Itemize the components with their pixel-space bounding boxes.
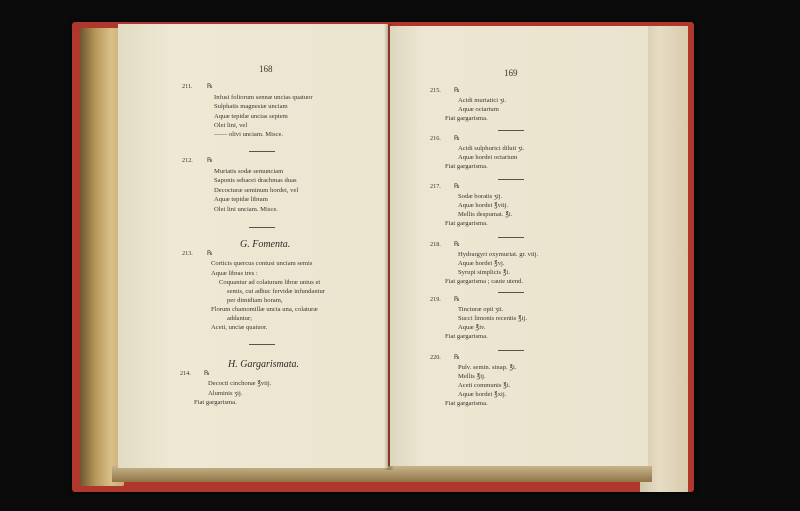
- recipe-line: —— olivi unciam. Misce.: [214, 131, 284, 138]
- recipe-line: Succi limonis recentis ℥ij.: [458, 315, 528, 322]
- separator-rule: [498, 179, 524, 180]
- recipe-line: addantur;: [227, 315, 252, 322]
- recipe-line: Mellis ℥ij.: [458, 373, 486, 380]
- recipe-line: Aquæ libras tres :: [211, 270, 258, 277]
- recipe-symbol: ℞: [207, 250, 213, 257]
- recipe-line: Fiat gargarisma.: [445, 333, 488, 340]
- recipe-line: Aquæ octarium: [458, 106, 499, 113]
- left-page: [118, 24, 388, 468]
- recipe-line: Decocti cinchonæ ℥viij.: [208, 380, 272, 387]
- recipe-number: 215.: [430, 87, 441, 94]
- recipe-line: Saponis sebacei drachmas duas: [214, 177, 297, 184]
- recipe-symbol: ℞: [207, 83, 213, 90]
- recipe-number: 212.: [182, 157, 193, 164]
- recipe-symbol: ℞: [454, 241, 460, 248]
- recipe-line: Aluminis ʒij.: [208, 390, 243, 397]
- recipe-number: 211.: [182, 83, 193, 90]
- recipe-line: Fiat gargarisma.: [194, 399, 237, 406]
- recipe-line: Sodæ boratis ʒij.: [458, 193, 503, 200]
- recipe-line: per dimidiam horam,: [227, 297, 283, 304]
- recipe-line: Florum chamomillæ uncia una, colaturæ: [211, 306, 318, 313]
- recipe-symbol: ℞: [454, 87, 460, 94]
- recipe-line: Infusi foliorum sennæ uncias quatuor: [214, 94, 313, 101]
- recipe-line: Fiat gargarisma.: [445, 400, 488, 407]
- section-heading: H. Gargarismata.: [228, 359, 300, 370]
- recipe-line: Aquæ ℥iv.: [458, 324, 486, 331]
- recipe-line: Aquæ hordei ℥xij.: [458, 391, 507, 398]
- recipe-line: Fiat gargarisma ; caute utend.: [445, 278, 524, 285]
- recipe-line: Muriatis sodæ semunciam: [214, 168, 284, 175]
- recipe-line: Mellis despumat. ℥i.: [458, 211, 513, 218]
- recipe-line: Corticis quercus contusi unciam semis: [211, 260, 313, 267]
- recipe-symbol: ℞: [454, 183, 460, 190]
- recipe-line: Olei lini, vel: [214, 122, 248, 129]
- separator-rule: [249, 227, 275, 228]
- recipe-symbol: ℞: [204, 370, 210, 377]
- recipe-line: Fiat gargarisma.: [445, 163, 488, 170]
- recipe-number: 217.: [430, 183, 441, 190]
- recipe-symbol: ℞: [454, 354, 460, 361]
- recipe-line: Hydrargyri oxymuriat. gr. viij.: [458, 251, 539, 258]
- recipe-symbol: ℞: [454, 296, 460, 303]
- recipe-symbol: ℞: [454, 135, 460, 142]
- recipe-line: Acidi muriatici ʒi.: [458, 97, 507, 104]
- recipe-line: Aquæ hordei ℥vj.: [458, 260, 505, 267]
- page-block-bottom-edge: [112, 466, 652, 482]
- page-number: 168: [259, 64, 273, 74]
- separator-rule: [249, 344, 275, 345]
- separator-rule: [498, 237, 524, 238]
- separator-rule: [249, 151, 275, 152]
- recipe-line: Acidi sulphurici diluti ʒi.: [458, 145, 525, 152]
- recipe-number: 213.: [182, 250, 193, 257]
- recipe-symbol: ℞: [207, 157, 213, 164]
- recipe-line: Aquæ hordei octarium: [458, 154, 518, 161]
- recipe-line: Fiat gargarisma.: [445, 220, 488, 227]
- recipe-line: semis, cui adhuc fervidæ infundantur: [227, 288, 325, 295]
- separator-rule: [498, 292, 524, 293]
- recipe-line: Coquantur ad colaturam libræ unius et: [219, 279, 321, 286]
- recipe-line: Pulv. semin. sinap. ℥i.: [458, 364, 517, 371]
- section-heading: G. Fomenta.: [240, 239, 291, 250]
- recipe-line: Aquæ hordei ℥viij.: [458, 202, 509, 209]
- recipe-number: 219.: [430, 296, 441, 303]
- recipe-line: Aquæ tepidæ uncias septem: [214, 113, 288, 120]
- recipe-line: Aceti, unciæ quatuor.: [211, 324, 268, 331]
- recipe-number: 216.: [430, 135, 441, 142]
- recipe-line: Sulphatis magnesiæ unciam: [214, 103, 288, 110]
- recipe-line: Aquæ tepidæ libram: [214, 196, 268, 203]
- recipe-line: Olei lini unciam. Misce.: [214, 206, 278, 213]
- right-page: [390, 26, 648, 466]
- recipe-line: Fiat gargarisma.: [445, 115, 488, 122]
- separator-rule: [498, 130, 524, 131]
- recipe-line: Aceti communis ℥i.: [458, 382, 511, 389]
- page-number: 169: [504, 68, 518, 78]
- recipe-line: Decocturæ seminum hordei, vel: [214, 187, 299, 194]
- recipe-number: 218.: [430, 241, 441, 248]
- recipe-line: Tincturæ opii ʒii.: [458, 306, 504, 313]
- recipe-number: 220.: [430, 354, 441, 361]
- separator-rule: [498, 350, 524, 351]
- recipe-number: 214.: [180, 370, 191, 377]
- recipe-line: Syrupi simplicis ℥i.: [458, 269, 510, 276]
